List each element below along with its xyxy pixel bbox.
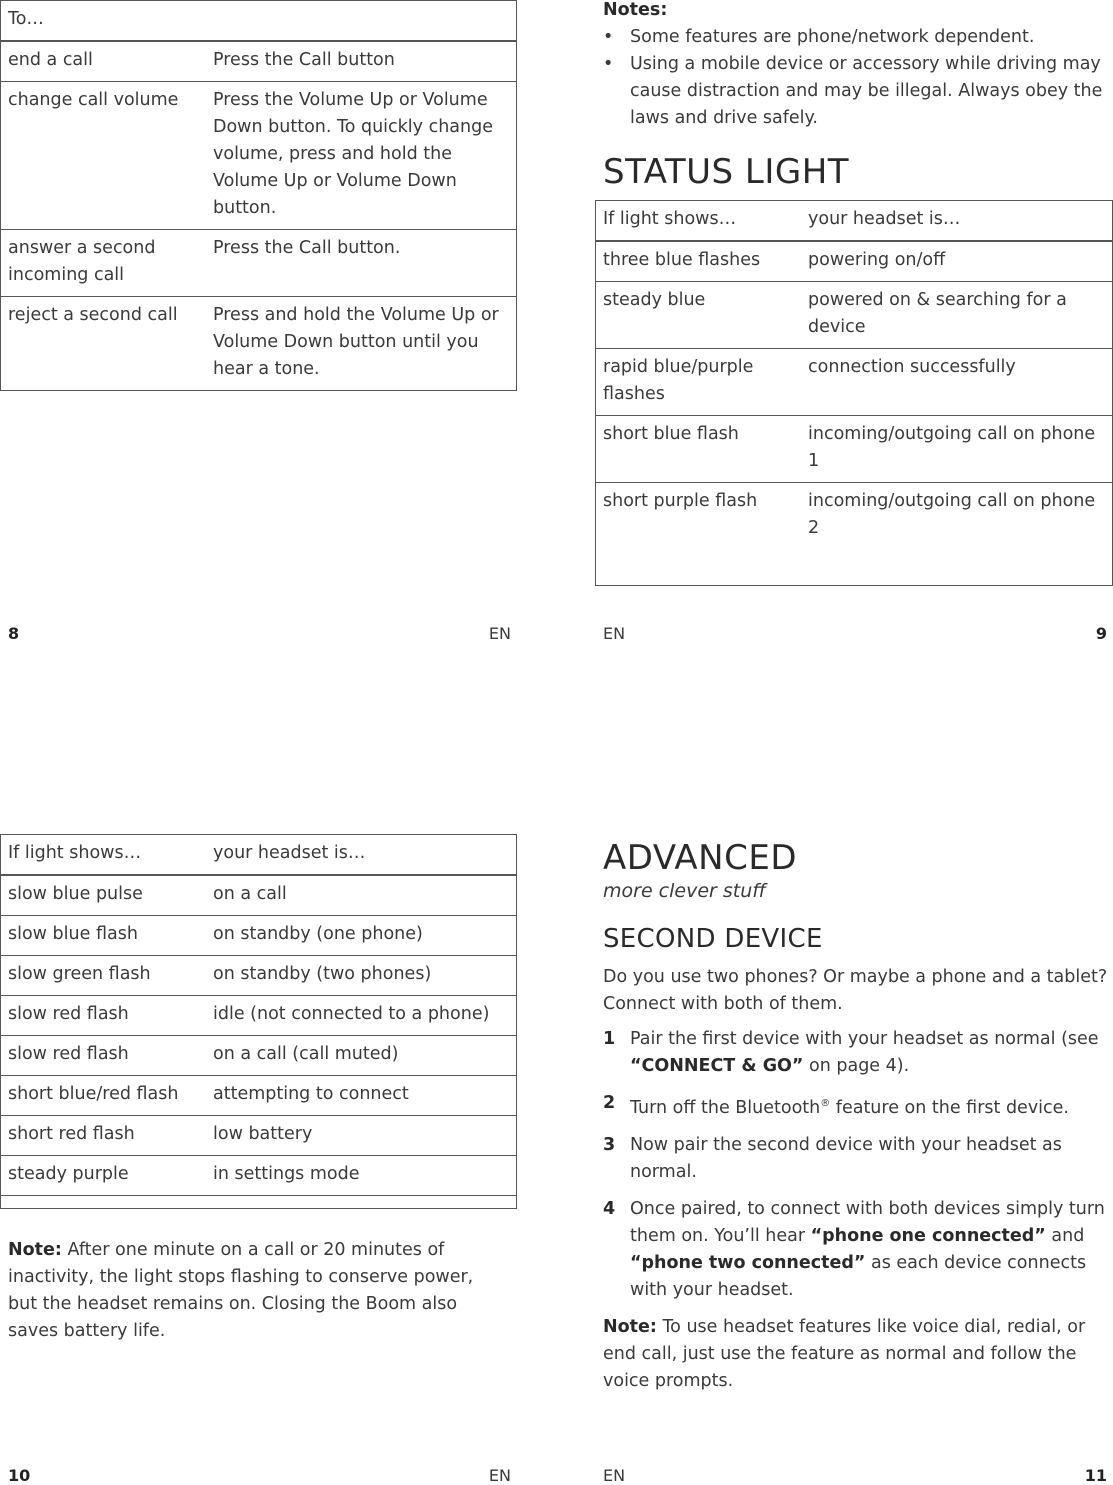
table-cell-instruction: Press the Call button <box>206 41 517 82</box>
list-item <box>603 1196 1113 1304</box>
status-light-table-continued <box>0 834 517 1209</box>
table-cell-status: connection successfully <box>801 349 1113 416</box>
language-label: EN <box>603 624 626 643</box>
list-item <box>603 51 1113 132</box>
table-header-cell: your headset is… <box>206 835 517 876</box>
actions-table <box>0 0 517 391</box>
table-row <box>596 282 1113 349</box>
table-row <box>1 1156 517 1196</box>
table-cell-light: short blue flash <box>596 416 802 483</box>
table-cell-instruction: Press the Volume Up or Volume Down button. To quickly change volume, press and hold the Volume Up or Volume Down button. <box>206 82 517 230</box>
steps-list <box>595 1026 1113 1304</box>
step-number: 4 <box>603 1198 616 1219</box>
page-number: 9 <box>1095 624 1107 643</box>
section-heading: SECOND DEVICE <box>603 924 823 954</box>
table-cell-light: short blue/red flash <box>1 1076 207 1116</box>
table-cell-light: short red flash <box>1 1116 207 1156</box>
table-cell-light: slow blue pulse <box>1 875 207 916</box>
step-text: Pair the first device with your headset as normal (see <box>630 1029 1099 1049</box>
table-row <box>1 1036 517 1076</box>
table-row <box>1 956 517 996</box>
page-9 <box>595 0 1113 650</box>
table-cell-light: slow red flash <box>1 1036 207 1076</box>
table-cell-light <box>1 1196 207 1209</box>
bullet-icon: • <box>603 27 614 47</box>
table-header-cell <box>206 1 517 42</box>
table-header-cell: If light shows… <box>1 835 207 876</box>
bullet-icon: • <box>603 54 614 74</box>
table-cell-status: on a call <box>206 875 517 916</box>
language-label: EN <box>603 1466 626 1485</box>
page-11 <box>595 834 1113 1483</box>
table-cell-action: change call volume <box>1 82 207 230</box>
step-text: on page 4). <box>803 1056 910 1076</box>
notes-title: Notes: <box>603 0 668 20</box>
page-10 <box>0 834 517 1483</box>
note-text: Some features are phone/network dependent. <box>630 27 1035 47</box>
step-emphasis: “phone two connected” <box>630 1252 866 1273</box>
table-cell-instruction: Press and hold the Volume Up or Volume Down button until you hear a tone. <box>206 297 517 391</box>
table-row <box>1 82 517 230</box>
table-cell-status: incoming/outgoing call on phone 1 <box>801 416 1113 483</box>
table-header-row <box>1 835 517 876</box>
table-cell-status: idle (not connected to a phone) <box>206 996 517 1036</box>
page-8 <box>0 0 517 650</box>
step-number: 1 <box>603 1029 616 1049</box>
table-row <box>1 297 517 391</box>
table-row <box>1 1116 517 1156</box>
note-label: Note: <box>603 1316 657 1337</box>
table-row <box>596 241 1113 282</box>
table-cell-action: reject a second call <box>1 297 207 391</box>
table-cell-status: incoming/outgoing call on phone 2 <box>801 483 1113 586</box>
list-item <box>603 1090 1113 1122</box>
table-row <box>1 1196 517 1209</box>
page-number: 8 <box>8 624 20 643</box>
table-row <box>596 483 1113 586</box>
step-emphasis: “CONNECT & GO” <box>630 1056 804 1076</box>
intro-paragraph: Do you use two phones? Or maybe a phone and a tablet? Connect with both of them. <box>603 967 1108 1014</box>
table-header-cell: your headset is… <box>801 201 1113 242</box>
table-header-row <box>1 1 517 42</box>
table-row <box>1 230 517 297</box>
table-cell-status: low battery <box>206 1116 517 1156</box>
table-cell-action: end a call <box>1 41 207 82</box>
page-number: 11 <box>1084 1466 1107 1485</box>
note-paragraph <box>8 1237 507 1345</box>
step-text: and <box>1045 1225 1085 1246</box>
table-cell-status: in settings mode <box>206 1156 517 1196</box>
table-row <box>1 41 517 82</box>
step-text: Turn off the Bluetooth <box>630 1097 821 1118</box>
table-row <box>596 416 1113 483</box>
table-cell-light: three blue flashes <box>596 241 802 282</box>
registered-mark: ® <box>820 1098 831 1109</box>
table-cell-light: slow blue flash <box>1 916 207 956</box>
step-number: 2 <box>603 1093 616 1113</box>
note-text: After one minute on a call or 20 minutes of inactivity, the light stops flashing to conserve power, but the headset remains on. Closing the Boom also saves battery life. <box>8 1240 474 1341</box>
table-cell-light: slow red flash <box>1 996 207 1036</box>
chapter-heading: ADVANCED <box>603 838 798 878</box>
note-paragraph <box>603 1314 1103 1395</box>
list-item <box>603 24 1113 51</box>
table-header-row <box>596 201 1113 242</box>
list-item <box>603 1026 1113 1080</box>
notes-list <box>595 24 1113 132</box>
table-row <box>1 916 517 956</box>
step-text: feature on the first device. <box>830 1097 1069 1118</box>
step-emphasis: “phone one connected” <box>810 1225 1046 1246</box>
table-header-cell: To… <box>1 1 207 42</box>
section-heading: STATUS LIGHT <box>603 152 850 192</box>
table-row <box>1 1076 517 1116</box>
list-item <box>603 1132 1113 1186</box>
table-cell-light: rapid blue/purple flashes <box>596 349 802 416</box>
note-text: Using a mobile device or accessory while driving may cause distraction and may be illegal. Always obey the laws and drive safely. <box>630 54 1103 128</box>
step-text: Now pair the second device with your headset as normal. <box>630 1134 1062 1182</box>
page-number: 10 <box>8 1466 31 1485</box>
table-row <box>1 875 517 916</box>
step-number: 3 <box>603 1134 616 1155</box>
table-row <box>596 349 1113 416</box>
step-text: Once paired, to connect with both devices simply turn them on. You’ll hear <box>630 1198 1105 1246</box>
table-cell-light: short purple flash <box>596 483 802 586</box>
status-light-table <box>595 200 1113 586</box>
step-text: as each device connects with your headset. <box>630 1252 1087 1300</box>
table-cell-status: attempting to connect <box>206 1076 517 1116</box>
note-text: To use headset features like voice dial, redial, or end call, just use the feature as normal and follow the voice prompts. <box>603 1316 1086 1391</box>
table-cell-status: powering on/off <box>801 241 1113 282</box>
language-label: EN <box>488 1466 511 1485</box>
table-row <box>1 996 517 1036</box>
table-cell-action: answer a second incoming call <box>1 230 207 297</box>
table-cell-status: on a call (call muted) <box>206 1036 517 1076</box>
table-cell-instruction: Press the Call button. <box>206 230 517 297</box>
table-cell-light: steady blue <box>596 282 802 349</box>
table-cell-light: steady purple <box>1 1156 207 1196</box>
table-cell-status: on standby (two phones) <box>206 956 517 996</box>
note-label: Note: <box>8 1240 62 1260</box>
chapter-subtitle: more clever stuff <box>603 880 766 902</box>
table-cell-status: powered on & searching for a device <box>801 282 1113 349</box>
table-cell-status <box>206 1196 517 1209</box>
table-header-cell: If light shows… <box>596 201 802 242</box>
table-cell-status: on standby (one phone) <box>206 916 517 956</box>
language-label: EN <box>488 624 511 643</box>
table-cell-light: slow green flash <box>1 956 207 996</box>
